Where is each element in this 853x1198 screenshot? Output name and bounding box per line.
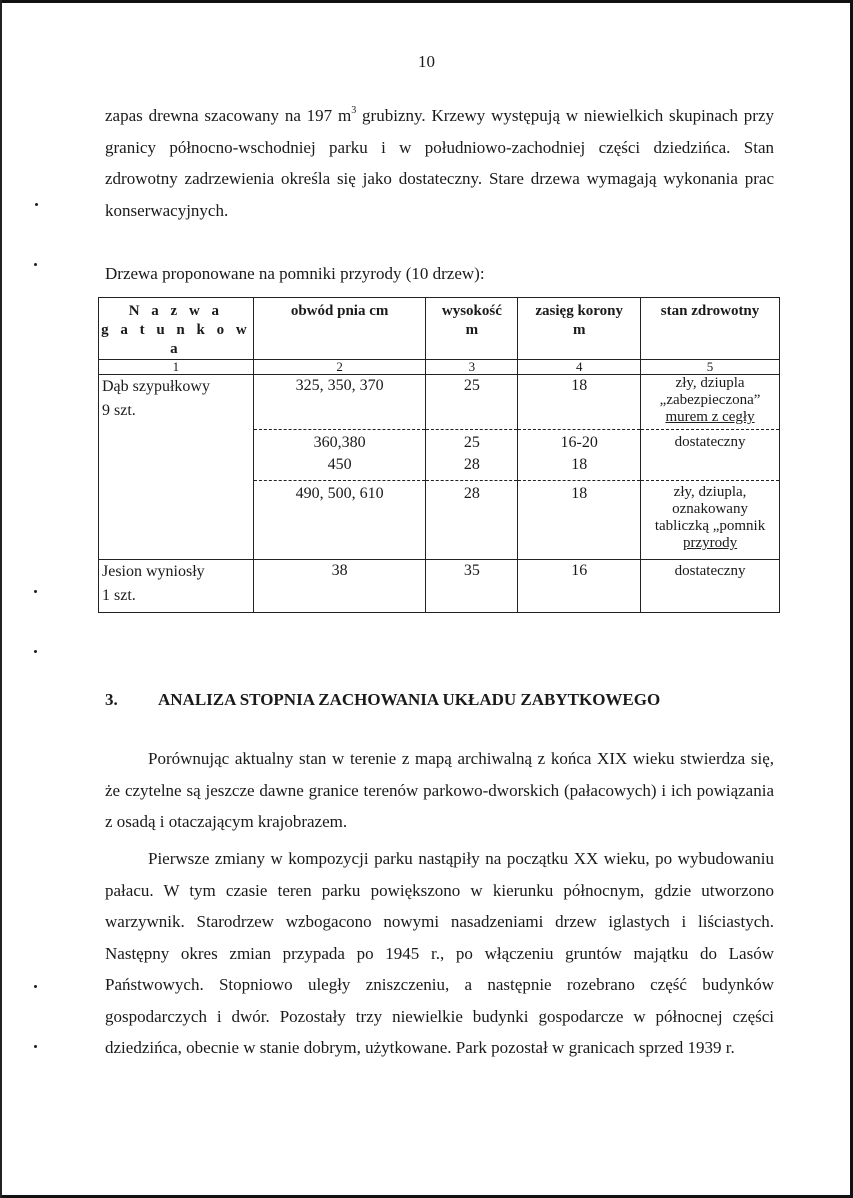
- cell-crown: 16-20 18: [518, 430, 641, 481]
- punch-hole-mark: [35, 203, 38, 206]
- page-number: 10: [418, 52, 435, 71]
- species-oak: Dąb szypułkowy 9 szt.: [99, 375, 254, 560]
- header-health: stan zdrowotny: [641, 298, 780, 360]
- column-number: 1: [99, 360, 254, 375]
- table-caption: Drzewa proponowane na pomniki przyrody (10 drzew):: [105, 264, 485, 283]
- cell-circumference: 360,380 450: [253, 430, 426, 481]
- paragraph-changes: Pierwsze zmiany w kompozycji parku nastąpiły na początku XX wieku, po wybudowaniu pałacu. W tym czasie teren parku powiększono w kierunku północnym, gdzie utworzono warzywnik. Starodrzew wzbogacono nowymi nasadzeniami drzew iglastych i liściastych. Następny okres zmian przypada po 1945 r., po włączeniu gruntów majątku do Lasów Państwowych. Stopniowo uległy zniszczeniu, a następnie rozebrano część budynków gospodarczych i dwór. Pozostały trzy niewielkie budynki gospodarcze w północnej części dziedzińca, obecnie w stanie dobrym, użytkowane. Park pozostał w granicach sprzed 1939 r.: [105, 849, 774, 1057]
- cell-health: dostateczny: [641, 430, 780, 481]
- table-row-ash: [99, 560, 780, 613]
- paragraph-comparison: Porównując aktualny stan w terenie z mapą archiwalną z końca XIX wieku stwierdza się, że czytelne są jeszcze dawne granice terenów parkowo-dworskich (pałacowych) i ich powiązania z osadą i otaczającym krajobrazem.: [105, 749, 774, 831]
- punch-hole-mark: [34, 985, 37, 988]
- column-number: 5: [641, 360, 780, 375]
- punch-hole-mark: [34, 1045, 37, 1048]
- cell-height: 28: [426, 481, 518, 560]
- punch-hole-mark: [34, 590, 37, 593]
- cell-circumference: 490, 500, 610: [253, 481, 426, 560]
- header-circumference: obwód pnia cm: [253, 298, 426, 360]
- table-header-row: [99, 298, 780, 360]
- header-species: N a z w a g a t u n k o w a: [99, 298, 254, 360]
- header-crown: zasięg korony m: [518, 298, 641, 360]
- section-number: 3.: [105, 690, 118, 709]
- column-number: 4: [518, 360, 641, 375]
- header-height: wysokość m: [426, 298, 518, 360]
- section-title: ANALIZA STOPNIA ZACHOWANIA UKŁADU ZABYTKOWEGO: [158, 690, 661, 709]
- paragraph-tree-stand: zapas drewna szacowany na 197 $m^3$ grubizny. Krzewy występują w niewielkich skupinach przy granicy północno-wschodniej parku i w południowo-zachodniej części dziedzińca. Stan zdrowotny zadrzewienia określa się jako dostateczny. Stare drzewa wymagają wykonania prac konserwacyjnych.: [105, 105, 775, 220]
- monument-trees-table: [98, 297, 780, 613]
- column-number: 2: [253, 360, 426, 375]
- superscript: 3: [351, 105, 357, 117]
- column-number-row: [99, 360, 780, 375]
- punch-hole-mark: [34, 650, 37, 653]
- cell-height: 35: [426, 560, 518, 613]
- cell-crown: 18: [518, 375, 641, 430]
- cell-health: dostateczny: [641, 560, 780, 613]
- cell-crown: 18: [518, 481, 641, 560]
- cell-height: 25 28: [426, 430, 518, 481]
- cell-crown: 16: [518, 560, 641, 613]
- cell-circumference: 38: [253, 560, 426, 613]
- species-ash: Jesion wyniosły 1 szt.: [99, 560, 254, 613]
- column-number: 3: [426, 360, 518, 375]
- punch-hole-mark: [34, 263, 37, 266]
- scan-border-left: [0, 0, 2, 1198]
- cell-height: 25: [426, 375, 518, 430]
- table-row-oak-1: [99, 375, 780, 430]
- cell-circumference: 325, 350, 370: [253, 375, 426, 430]
- scan-border-top: [0, 0, 853, 3]
- cell-health: zły, dziupla, oznakowany tabliczką „pomnik przyrody: [641, 481, 780, 560]
- cell-health: zły, dziupla „zabezpieczona” murem z cegły: [641, 375, 780, 430]
- section-heading: [105, 690, 660, 710]
